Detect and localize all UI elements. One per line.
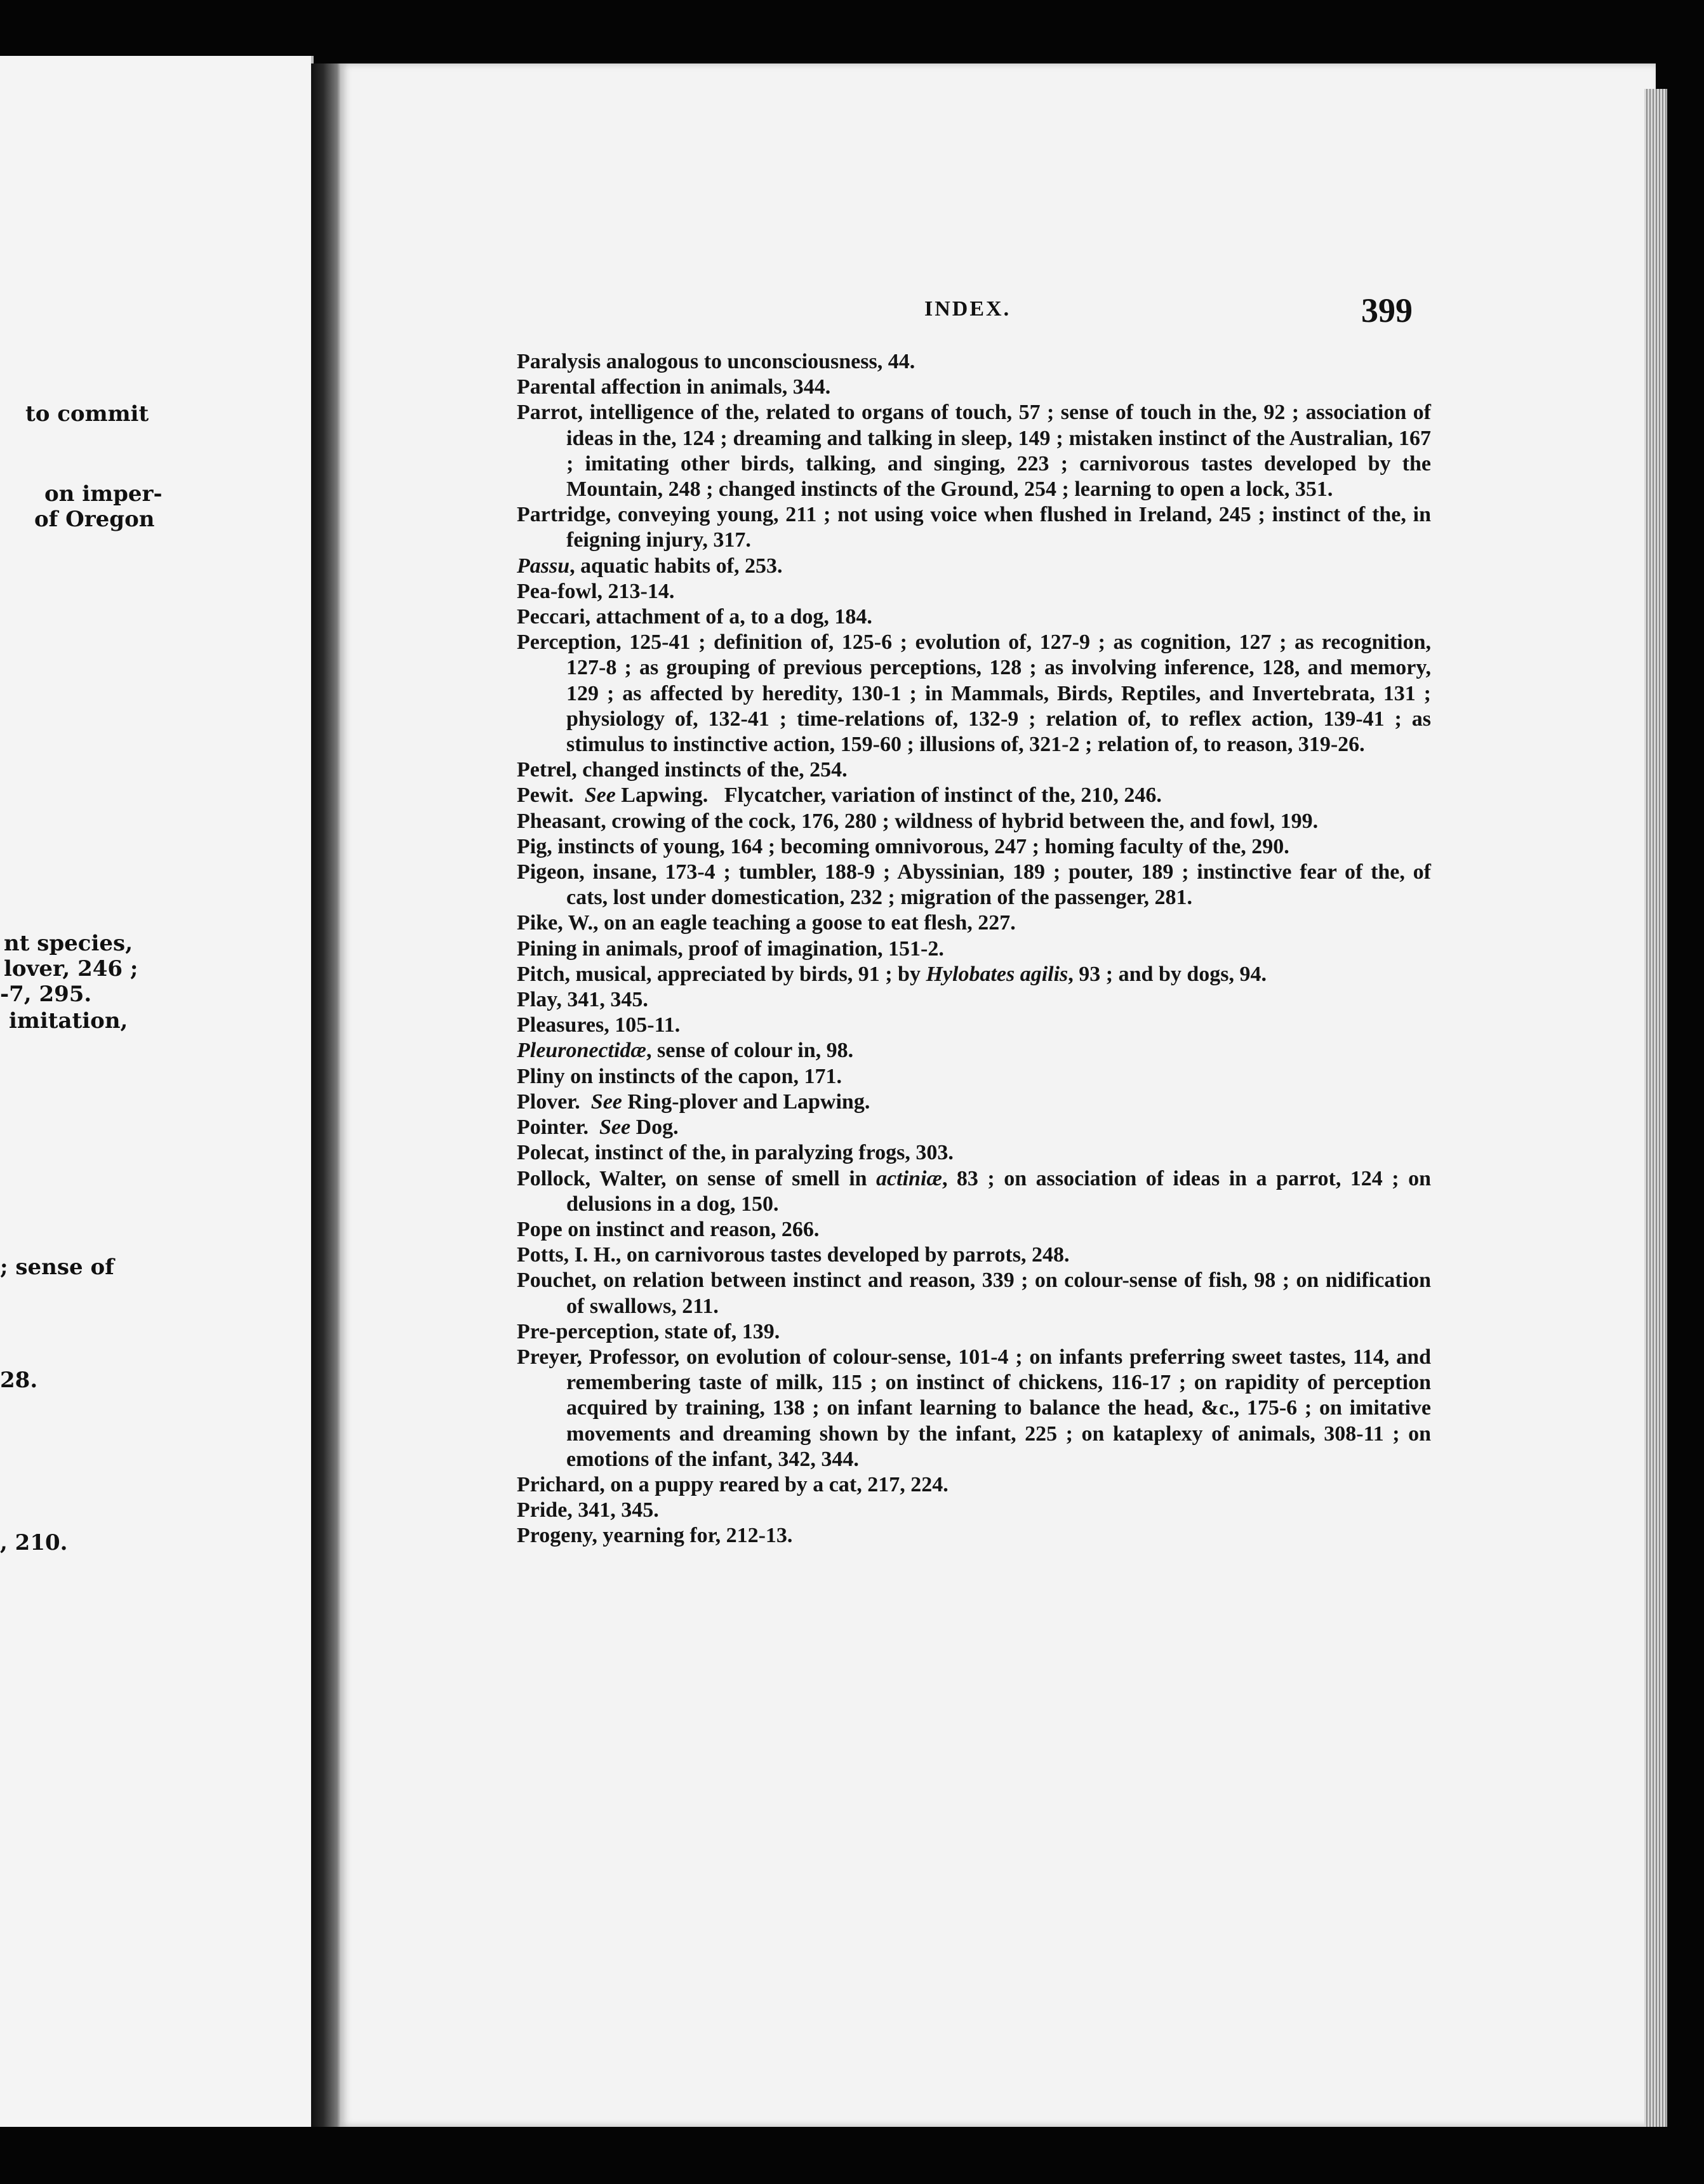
page-number: 399 <box>1361 291 1413 330</box>
book-gutter-shadow <box>311 63 342 2127</box>
index-entry: Pea-fowl, 213-14. <box>517 579 675 603</box>
page-stack-edge <box>1644 89 1667 2127</box>
entry-text-before: Pollock, Walter, on sense of smell in <box>517 1166 877 1190</box>
index-entry <box>517 554 1431 579</box>
left-fragment-10: , 210. <box>0 1530 68 1555</box>
entry-text: , 93 ; and by dogs, 94. <box>1068 962 1267 986</box>
index-entry: Preyer, Professor, on evolution of colour-sense, 101-4 ; on infants preferring sweet tastes, 114, and remembering taste of milk, 115 ; on instinct of chickens, 116-17 ; on rapidity of perception acquired by training, 138 ; on infant learning to balance the head, &c., 175-6 ; on imitative movements and dreaming shown by the infant, 225 ; on kataplexy of animals, 308-11 ; on emotions of the infant, 342, 344. <box>517 1345 1431 1471</box>
index-entry: Partridge, conveying young, 211 ; not using voice when flushed in Ireland, 245 ; instinct of the, in feigning injury, 317. <box>517 503 1431 552</box>
left-fragment-4: nt species, <box>4 931 133 956</box>
index-entry <box>517 783 1431 808</box>
entry-italic: See <box>599 1115 631 1140</box>
index-entry: Petrel, changed instincts of the, 254. <box>517 758 848 782</box>
entry-italic: Hylobates agilis <box>926 962 1068 986</box>
index-entry: Polecat, instinct of the, in paralyzing frogs, 303. <box>517 1141 954 1165</box>
right-page <box>340 63 1656 2127</box>
entry-text: Ring-plover and Lapwing. <box>622 1089 870 1114</box>
entry-italic: Pleuronectidæ <box>517 1039 646 1063</box>
left-fragment-5: lover, 246 ; <box>4 956 138 982</box>
index-entry: Parrot, intelligence of the, related to organs of touch, 57 ; sense of touch in the, 92 ; association of ideas in the, 124 ; dreaming and talking in sleep, 149 ; mistaken instinct of the Australian, 167 ; imitating other birds, talking, and singing, 223 ; carnivorous tastes developed by the Mountain, 248 ; changed instincts of the Ground, 254 ; learning to open a lock, 351. <box>517 401 1431 502</box>
entry-text-before: Pitch, musical, appreciated by birds, 91 ; by <box>517 962 926 986</box>
index-entry: Parental affection in animals, 344. <box>517 375 831 399</box>
index-entry: Paralysis analogous to unconsciousness, 44. <box>517 350 915 373</box>
header-title: INDEX. <box>924 297 1011 321</box>
index-entry: Pleasures, 105-11. <box>517 1013 681 1037</box>
index-entry: Pouchet, on relation between instinct and reason, 339 ; on colour-sense of fish, 98 ; on nidification of swallows, 211. <box>517 1268 1431 1318</box>
index-entry: Progeny, yearning for, 212-13. <box>517 1524 793 1548</box>
left-fragment-6: -7, 295. <box>0 982 92 1007</box>
left-fragment-2: on imper- <box>44 481 163 507</box>
index-entry: Pig, instincts of young, 164 ; becoming omnivorous, 247 ; homing faculty of the, 290. <box>517 834 1289 858</box>
entry-text: , 83 ; on association of ideas in a parrot, 124 ; on delusions in a dog, 150. <box>566 1166 1432 1216</box>
index-entry: Play, 341, 345. <box>517 988 648 1012</box>
index-entry: Pope on instinct and reason, 266. <box>517 1217 820 1241</box>
entry-italic: actiniæ <box>876 1166 942 1190</box>
index-entry: Pheasant, crowing of the cock, 176, 280 ; wildness of hybrid between the, and fowl, 199. <box>517 809 1319 833</box>
index-entry: Perception, 125-41 ; definition of, 125-6 ; evolution of, 127-9 ; as cognition, 127 ; as recognition, 127-8 ; as grouping of previous perceptions, 128 ; as involving inference, 128, and memory, 129 ; as affected by heredity, 130-1 ; in Mammals, Birds, Reptiles, and Invertebrata, 131 ; physiology of, 132-41 ; time-relations of, 132-9 ; relation of, to reflex action, 139-41 ; as stimulus to instinctive action, 159-60 ; illusions of, 321-2 ; relation of, to reason, 319-26. <box>517 630 1431 757</box>
left-fragment-1: to commit <box>25 401 149 427</box>
index-entry: Pigeon, insane, 173-4 ; tumbler, 188-9 ; Abyssinian, 189 ; pouter, 189 ; instinctive fear of the, of cats, lost under domestication, 232 ; migration of the passenger, 281. <box>517 860 1431 910</box>
index-entry: Pike, W., on an eagle teaching a goose to eat flesh, 227. <box>517 911 1016 935</box>
index-entry <box>517 1166 1431 1217</box>
index-entry: Prichard, on a puppy reared by a cat, 217, 224. <box>517 1472 949 1496</box>
index-entry: Pride, 341, 345. <box>517 1498 659 1522</box>
entry-italic: See <box>590 1089 622 1114</box>
index-entry: Pining in animals, proof of imagination, 151-2. <box>517 936 944 961</box>
entry-text-before: Pointer. <box>517 1115 600 1140</box>
running-header <box>340 291 1656 335</box>
entry-text: Dog. <box>630 1115 679 1140</box>
index-entry <box>517 1089 1431 1115</box>
index-entry <box>517 962 1431 987</box>
index-entry: Peccari, attachment of a, to a dog, 184. <box>517 605 872 629</box>
index-entry <box>517 1038 1431 1063</box>
left-fragment-7: imitation, <box>9 1008 128 1034</box>
left-fragment-3: of Oregon <box>34 507 155 532</box>
entry-text: Lapwing. Flycatcher, variation of instinct of the, 210, 246. <box>615 783 1162 808</box>
entry-text: , aquatic habits of, 253. <box>569 554 783 578</box>
left-fragment-9: 28. <box>0 1368 38 1393</box>
entry-italic: Passu <box>517 554 570 578</box>
index-entry: Pre-perception, state of, 139. <box>517 1319 780 1343</box>
entry-text-before: Plover. <box>517 1089 591 1114</box>
index-entry: Pliny on instincts of the capon, 171. <box>517 1064 842 1088</box>
entry-text-before: Pewit. <box>517 783 585 808</box>
index-entries <box>517 349 1431 1549</box>
left-fragment-8: ; sense of <box>0 1255 114 1280</box>
index-entry: Potts, I. H., on carnivorous tastes developed by parrots, 248. <box>517 1243 1070 1267</box>
entry-italic: See <box>584 783 616 808</box>
entry-text: , sense of colour in, 98. <box>646 1039 854 1063</box>
left-facing-page <box>0 56 314 2127</box>
index-entry <box>517 1115 1431 1140</box>
